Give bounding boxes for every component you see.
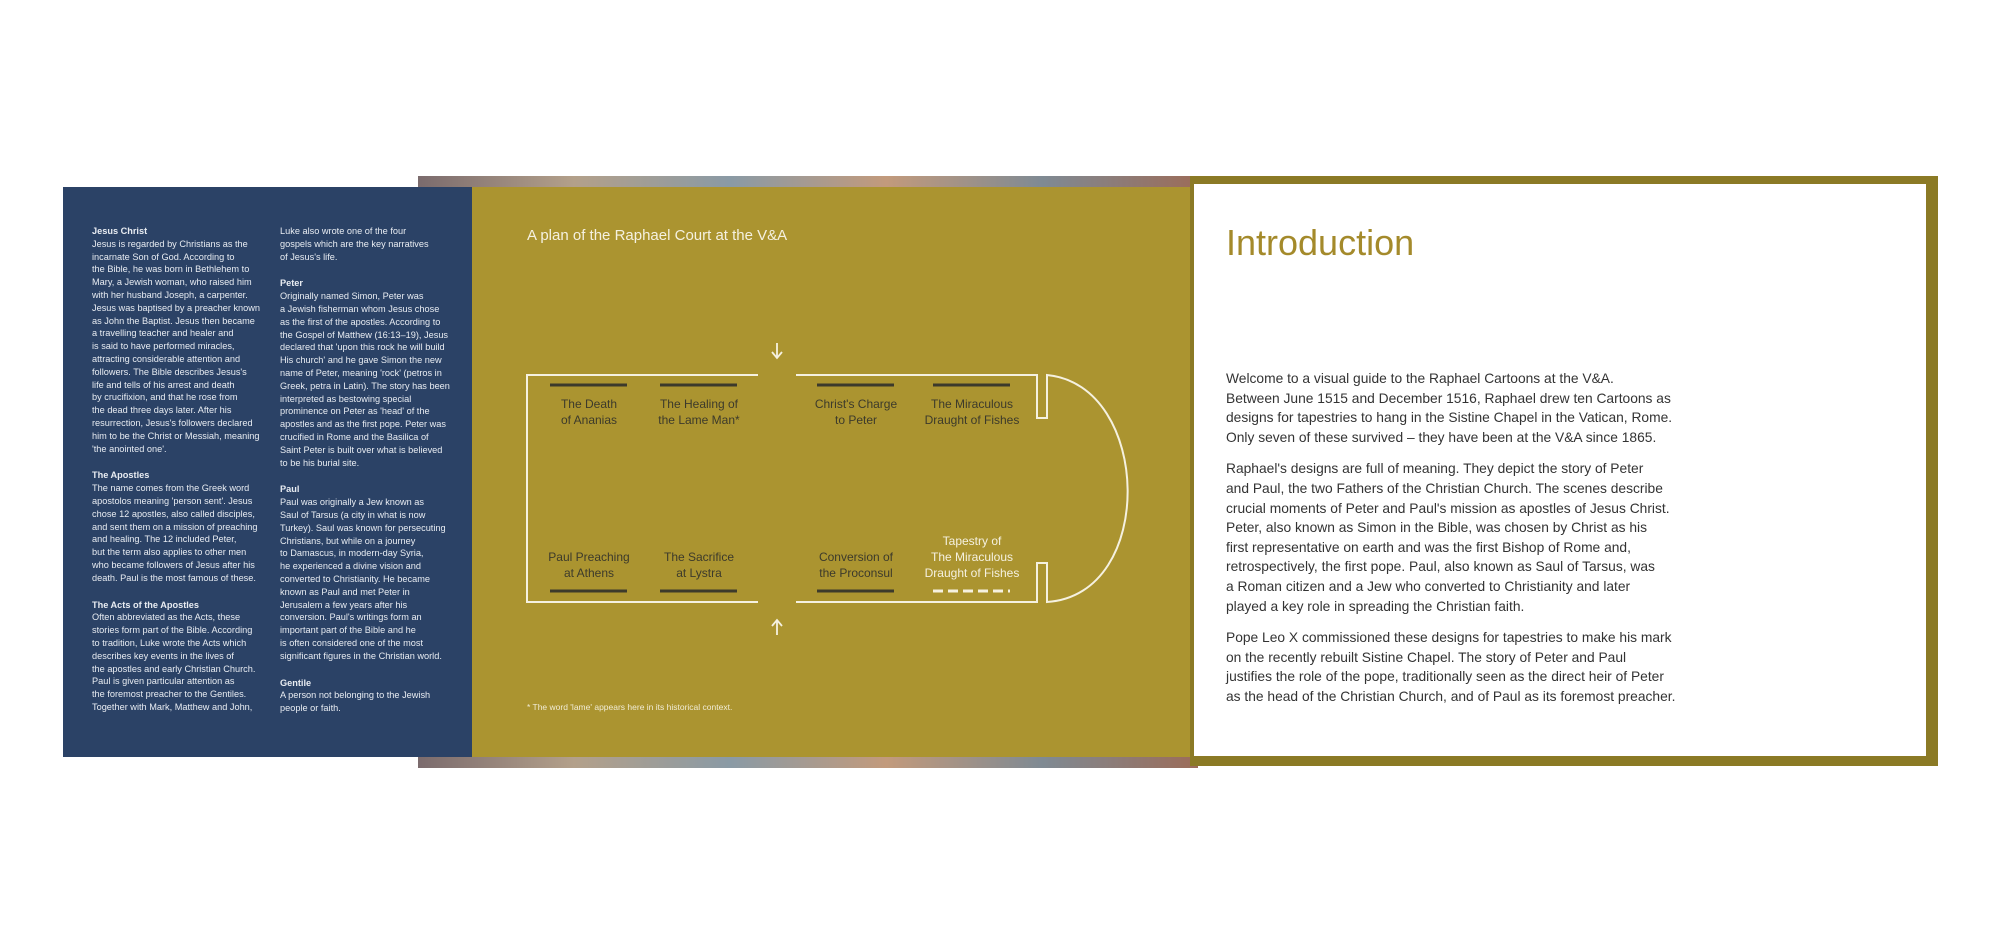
entrance-arrows [772, 343, 782, 635]
glossary-heading: The Acts of the Apostles [92, 599, 200, 610]
plan-label-tapestry: Tapestry of The Miraculous Draught of Fishes [924, 534, 1020, 580]
plan-footnote: * The word 'lame' appears here in its historical context. [527, 702, 733, 712]
plan-label-christs-charge: Christ's Charge to Peter [814, 397, 898, 427]
plan-label-sacrifice-lystra: The Sacrifice at Lystra [663, 550, 735, 580]
arrow-up-icon [772, 620, 782, 635]
glossary-text: A person not belonging to the Jewish people or faith. [280, 690, 431, 714]
glossary-entry [280, 277, 460, 469]
page-title: Introduction [1226, 222, 1415, 263]
glossary-text: Often abbreviated as the Acts, these stories form part of the Bible. According to tradition, Luke wrote the Acts which describes key events in the lives of the apostles and early Christian Church. Paul is given particular attention as the foremost preacher to the Gentiles. Together with Mark, Matthew and John, [92, 612, 256, 712]
plan-label-paul-preaching: Paul Preaching at Athens [548, 550, 630, 580]
introduction-page [1194, 184, 1926, 756]
glossary-column-2 [280, 225, 460, 729]
floor-plan [472, 187, 1194, 757]
glossary-heading: Peter [280, 278, 303, 289]
plan-label-death-of-ananias: The Death of Ananias [560, 397, 618, 427]
glossary-text: The name comes from the Greek word apostolos meaning 'person sent'. Jesus chose 12 apostles, also called disciples, and sent them on a mission of preaching and healing. The 12 included Peter, but the term also applies to other men who became followers of Jesus after his death. Paul is the most famous of these. [92, 483, 258, 583]
glossary-entry [92, 469, 267, 584]
glossary-entry [92, 225, 267, 455]
intro-paragraph: Welcome to a visual guide to the Raphael Cartoons at the V&A. Between June 1515 and December 1516, Raphael drew ten Cartoons as designs for tapestries to hang in the Sistine Chapel in the Vatican, Rome. Only seven of these survived – they have been at the V&A since 1865. [1226, 371, 1673, 445]
intro-paragraph: Pope Leo X commissioned these designs for tapestries to make his mark on the recently rebuilt Sistine Chapel. The story of Peter and Paul justifies the role of the pope, traditionally seen as the direct heir of Peter as the head of the Christian Church, and of Paul as its foremost preacher. [1226, 630, 1676, 704]
glossary-column-1 [92, 225, 267, 728]
glossary-heading: Gentile [280, 677, 312, 688]
plan-title: A plan of the Raphael Court at the V&A [527, 227, 788, 244]
plan-label-healing-lame-man: The Healing of the Lame Man* [658, 397, 740, 427]
plan-label-conversion-proconsul: Conversion of the Proconsul [818, 550, 894, 580]
glossary-entry [280, 677, 460, 715]
glossary-text: Luke also wrote one of the four gospels which are the key narratives of Jesus's life. [280, 226, 429, 262]
glossary-entry [92, 599, 267, 714]
glossary-heading: Paul [280, 484, 300, 495]
glossary-entry [280, 225, 460, 263]
plan-label-miraculous-draught: The Miraculous Draught of Fishes [924, 397, 1020, 427]
glossary-panel [63, 187, 477, 757]
glossary-entry [280, 483, 460, 662]
introduction-text [1226, 369, 1676, 719]
glossary-heading: Jesus Christ [92, 226, 148, 236]
intro-paragraph: Raphael's designs are full of meaning. They depict the story of Peter and Paul, the two Fathers of the Christian Church. The scenes describe crucial moments of Peter and Paul's mission as apostles of Jesus Christ. Peter, also known as Simon in the Bible, was chosen by Christ as his first representative on earth and was the first Bishop of Rome and, retrospectively, the first pope. Paul, also known as Saul of Tarsus, was a Roman citizen and a Jew who converted to Christianity and later played a key role in spreading the Christian faith. [1226, 461, 1670, 614]
glossary-text: Originally named Simon, Peter was a Jewish fisherman whom Jesus chose as the first of the apostles. According to the Gospel of Matthew (16:13–19), Jesus declared that 'upon this rock he will build His church' and he gave Simon the new name of Peter, meaning 'rock' (petros in Greek, petra in Latin). The story has been interpreted as bestowing special prominence on Peter as 'head' of the apostles and as the first pope. Peter was crucified in Rome and the Basilica of Saint Peter is built over what is believed to be his burial site. [280, 291, 450, 468]
glossary-text: Paul was originally a Jew known as Saul of Tarsus (a city in what is now Turkey). Saul was known for persecuting Christians, but while on a journey to Damascus, in modern-day Syria, he experienced a divine vision and converted to Christianity. He became known as Paul and met Peter in Jerusalem a few years after his conversion. Paul's writings form an important part of the Bible and he is often considered one of the most significant figures in the Christian world. [280, 497, 446, 661]
plan-panel [472, 187, 1194, 757]
glossary-heading: The Apostles [92, 470, 150, 481]
arrow-down-icon [772, 343, 782, 358]
glossary-text: Jesus is regarded by Christians as the incarnate Son of God. According to the Bible, he was born in Bethlehem to Mary, a Jewish woman, who raised him with her husband Joseph, a carpenter. Jesus was baptised by a preacher known as John the Baptist. Jesus then became a travelling teacher and healer and is said to have performed miracles, attracting considerable attention and followers. The Bible describes Jesus's life and tells of his arrest and death by crucifixion, and that he rose from the dead three days later. After his resurrection, Jesus's followers declared him to be the Christ or Messiah, meaning 'the anointed one'. [92, 238, 261, 454]
